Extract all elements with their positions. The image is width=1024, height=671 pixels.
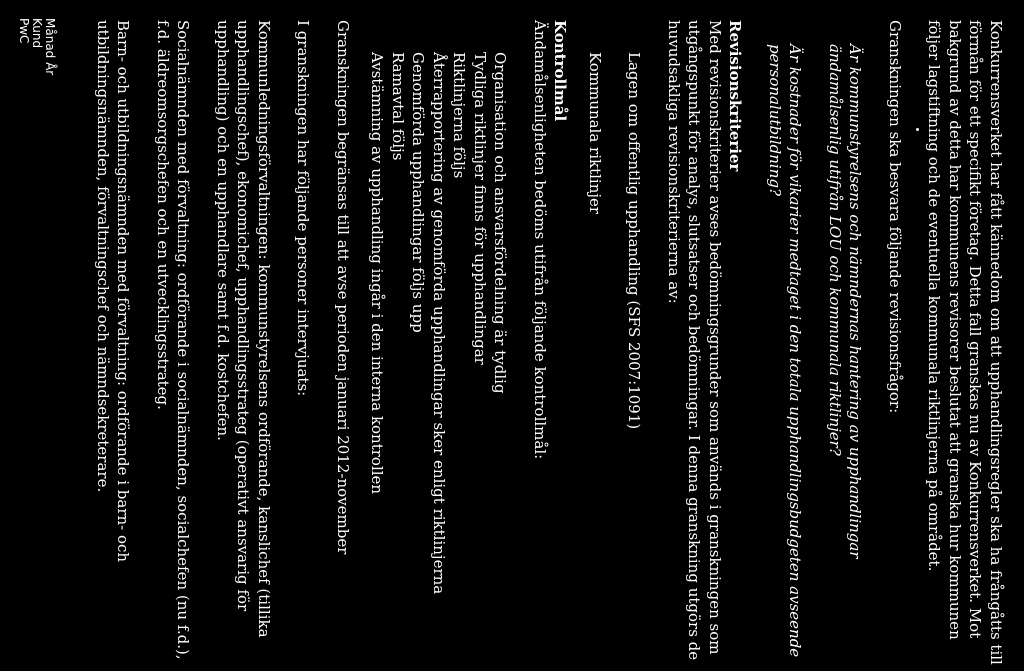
criteria-item: Lagen om offentlig upphandling (SFS 2007:1091)	[625, 52, 644, 430]
questions-intro: Granskningen ska besvara följande revisionsfrågor:	[886, 20, 904, 414]
control-item: Avstämning av upphandling ingår i den interna kontrollen	[368, 52, 387, 495]
criteria-list	[585, 52, 645, 665]
document-body	[74, 20, 1007, 665]
criteria-text: Med revisionskriterier avses bedömningsgrunder som används i granskningen som utgångspunkt för analys, slutsatser och bedömningar. I denna granskning utgörs de huvudsakliga revisionskriterierna av:	[665, 20, 724, 661]
revision-question-1: Är kommunstyrelsens och nämndernas hantering av upphandlingar ändamålsenlig utifrån LOU och kommunala riktlinjer?	[826, 44, 865, 559]
revision-question-2: Är kostnader för vikarier medtaget i den totala upphandlingsbudgeten avseende personalutbildning?	[766, 44, 805, 658]
control-item: Organisation och ansvarsfördelning är tydlig	[491, 52, 510, 394]
criteria-item: Kommunala riktlinjer	[586, 52, 604, 215]
control-list	[367, 52, 511, 665]
period-paragraph: Granskningen begränsas till att avse perioden januari 2012-november	[334, 20, 352, 555]
control-item: Ramavtal följs	[389, 52, 407, 161]
control-item: Riktlinjerna följs	[450, 52, 469, 179]
control-heading: Kontrollmål	[551, 20, 570, 122]
control-item: Återrapportering av genomförda upphandlingar sker enligt riktlinjerna	[430, 52, 448, 595]
interview-paragraph: Socialnämnden med förvaltning: ordförande i socialnämnden, socialchefen (nu f.d.), f.d. äldreomsorgschefen och en utvecklingsstrateg.	[154, 20, 193, 660]
footer-date: Månad År	[43, 18, 57, 76]
footer-client: Kund	[30, 18, 44, 49]
criteria-heading: Revisionskriterier	[726, 20, 745, 172]
interview-paragraph: Kommunledningsförvaltningen: kommunstyrelsens ordförande, kanslichef (tillika upphandlingschef), ekonomichef, upphandlingsstrateg (operativt ansvarig för upphandling) och en upphandlare samt f.d. kostchefen.	[214, 20, 273, 638]
control-text: Ändamålsenligheten bedöms utifrån följande kontrollmål:	[531, 20, 549, 460]
page-footer	[17, 18, 56, 218]
interview-paragraph: Barn- och utbildningsnämnden med förvaltning: ordförande i barn- och utbildningsnämnden, förvaltningschef och nämndsekreterare.	[94, 20, 133, 563]
intro-paragraph: Konkurrensverket har fått kännedom om att upphandlingsregler ska ha frångåtts till förmån för ett specifikt företag. Detta fall granskas nu av Konkurrensverket. Mot bakgrund av detta har kommunens revisorer beslutat att granska hur kommunen följer lagstiftning och de eventuella kommunala riktlinjerna på området.	[925, 20, 1005, 665]
interviews-intro: I granskningen har följande personer intervjuats:	[294, 20, 313, 397]
footer-company: PwC	[17, 18, 31, 44]
control-item: Genomförda upphandlingar följs upp	[409, 52, 428, 333]
control-item: Tydliga riktlinjer finns för upphandlingar	[471, 52, 489, 365]
